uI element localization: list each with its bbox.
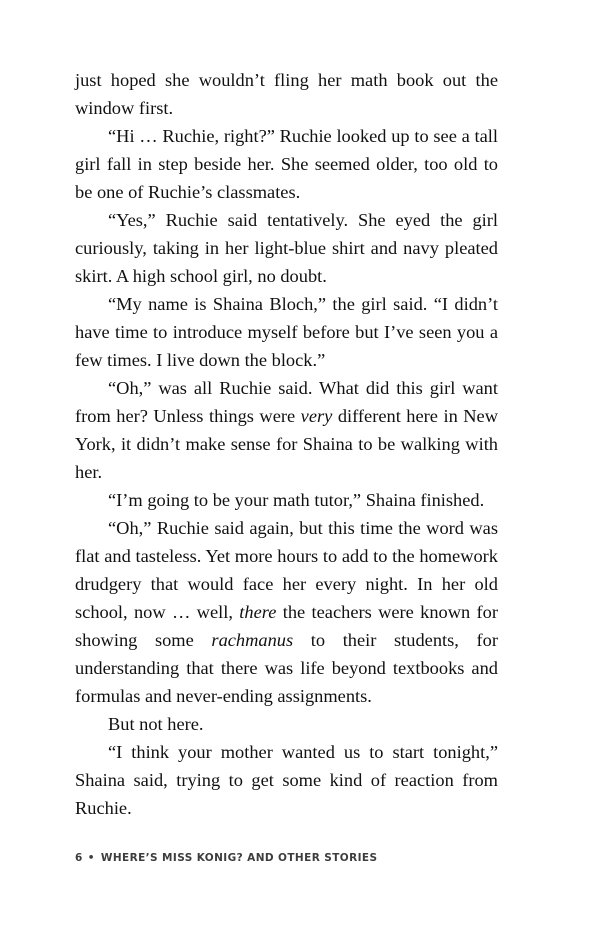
text-run: “I’m going to be your math tutor,” Shaina finished. — [108, 490, 485, 510]
paragraph — [75, 206, 498, 290]
text-run: “My name is Shaina Bloch,” the girl said. “I didn’t have time to introduce myself before but I’ve seen you a few times. I live down the block.” — [75, 294, 498, 370]
book-title: WHERE’S MISS KONIG? AND OTHER STORIES — [100, 852, 378, 864]
paragraph — [75, 738, 498, 822]
text-run: different here in New York, it didn’t make sense for Shaina to be walking with her. — [75, 406, 498, 482]
paragraph — [75, 374, 498, 486]
footer-bullet: • — [87, 852, 95, 864]
paragraph — [75, 486, 498, 514]
text-run: “Hi … Ruchie, right?” Ruchie looked up to see a tall girl fall in step beside her. She seemed older, too old to be one of Ruchie’s classmates. — [75, 126, 498, 202]
paragraph — [75, 290, 498, 374]
body-text — [75, 66, 498, 822]
text-run: the teachers were known for showing some — [75, 602, 499, 650]
paragraph — [75, 66, 498, 122]
text-run: “Oh,” Ruchie said again, but this time the word was flat and tasteless. Yet more hours to add to the homework drudgery that would face her every night. In her old school, now … well, — [75, 518, 498, 622]
page-number: 6 — [75, 852, 83, 864]
text-run: “I think your mother wanted us to start tonight,” Shaina said, trying to get some kind of reaction from Ruchie. — [75, 742, 498, 818]
paragraph — [75, 122, 498, 206]
text-run: But not here. — [108, 714, 204, 734]
paragraph — [75, 710, 498, 738]
italic-text: there — [239, 602, 277, 622]
text-run: “Yes,” Ruchie said tentatively. She eyed the girl curiously, taking in her light-blue shirt and navy pleated skirt. A high school girl, no doubt. — [75, 210, 498, 286]
text-run: just hoped she wouldn’t fling her math book out the window first. — [75, 70, 498, 118]
running-footer — [75, 852, 377, 864]
italic-text: rachmanus — [211, 630, 294, 650]
italic-text: very — [300, 406, 333, 426]
text-run: “Oh,” was all Ruchie said. What did this girl want from her? Unless things were — [75, 378, 498, 426]
text-run: to their students, for understanding that there was life beyond textbooks and formulas and never-ending assignments. — [75, 630, 498, 706]
paragraph — [75, 514, 498, 710]
